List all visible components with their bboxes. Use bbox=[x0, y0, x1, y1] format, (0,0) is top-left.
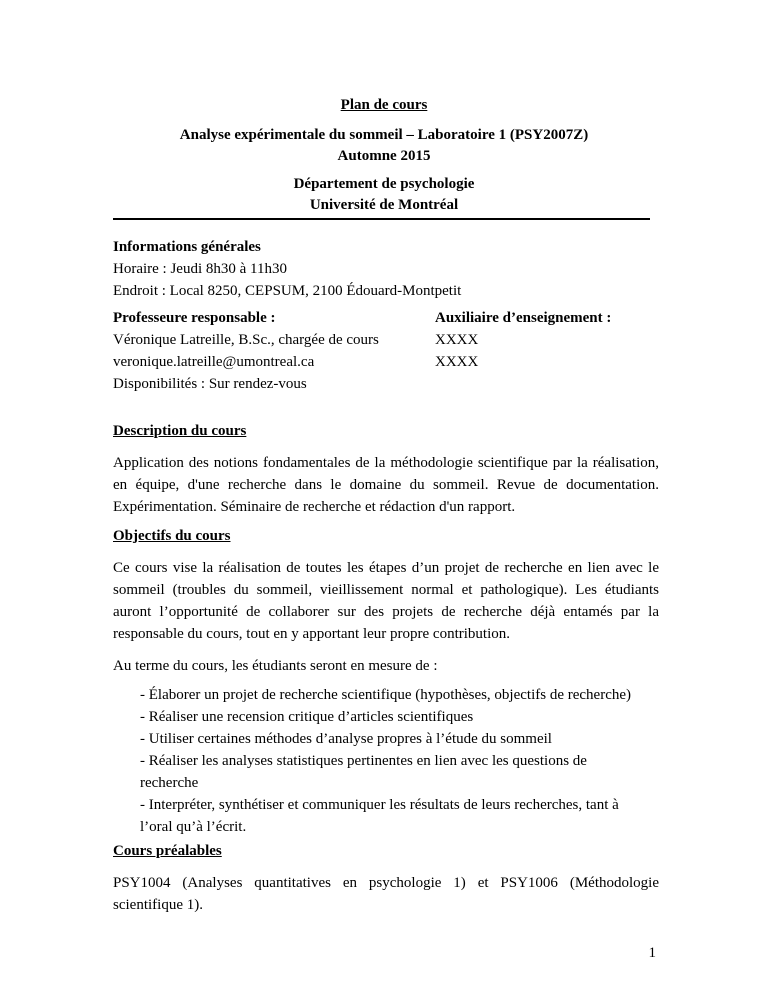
course-term: Automne 2015 bbox=[337, 148, 431, 164]
list-item: - Interpréter, synthétiser et communiquer les résultats de leurs recherches, tant à l’oral qu’à l’écrit. bbox=[140, 797, 619, 835]
description-heading: Description du cours bbox=[113, 423, 247, 439]
list-item: - Élaborer un projet de recherche scientifique (hypothèses, objectifs de recherche) bbox=[140, 687, 632, 703]
schedule-text: Horaire : Jeudi 8h30 à 11h30 bbox=[113, 261, 287, 277]
list-item: - Réaliser les analyses statistiques pertinentes en lien avec les questions de recherche bbox=[140, 753, 587, 791]
professor-name: Véronique Latreille, B.Sc., chargée de cours bbox=[113, 332, 379, 348]
list-item: - Réaliser une recension critique d’articles scientifiques bbox=[140, 709, 474, 725]
objectives-list bbox=[140, 684, 640, 838]
header-divider bbox=[113, 218, 650, 220]
university-name: Université de Montréal bbox=[309, 197, 459, 213]
objectives-heading: Objectifs du cours bbox=[113, 528, 231, 544]
objectives-intro: Au terme du cours, les étudiants seront en mesure de : bbox=[113, 658, 438, 674]
professor-availability: Disponibilités : Sur rendez-vous bbox=[113, 376, 307, 392]
list-item: - Utiliser certaines méthodes d’analyse propres à l’étude du sommeil bbox=[140, 731, 552, 747]
assistant-line-2: XXXX bbox=[435, 354, 479, 370]
prerequisites-section bbox=[113, 840, 659, 916]
objectives-section bbox=[113, 525, 659, 677]
professor-heading: Professeure responsable : bbox=[113, 310, 276, 326]
assistant-section bbox=[435, 307, 611, 373]
professor-section bbox=[113, 307, 423, 395]
prerequisites-text: PSY1004 (Analyses quantitatives en psychologie 1) et PSY1006 (Méthodologie scientifique 1). bbox=[113, 875, 659, 913]
page-number: 1 bbox=[648, 945, 656, 961]
assistant-heading: Auxiliaire d’enseignement : bbox=[435, 310, 612, 326]
description-section bbox=[113, 420, 659, 518]
document-title: Plan de cours bbox=[340, 97, 428, 113]
course-title: Analyse expérimentale du sommeil – Laboratoire 1 (PSY2007Z) bbox=[179, 127, 589, 143]
description-text: Application des notions fondamentales de la méthodologie scientifique par la réalisation, en équipe, d'une recherche dans le domaine du sommeil. Revue de documentation. Expérimentation. Séminaire de recherche et rédaction d'un rapport. bbox=[113, 455, 659, 515]
general-info-heading: Informations générales bbox=[113, 239, 261, 255]
department-name: Département de psychologie bbox=[293, 176, 475, 192]
prerequisites-heading: Cours préalables bbox=[113, 843, 222, 859]
objectives-text: Ce cours vise la réalisation de toutes les étapes d’un projet de recherche en lien avec le sommeil (troubles du sommeil, vieillissement normal et pathologique). Les étudiants auront l’opportunité de collaborer sur des projets de recherche déjà entamés par la responsable du cours, tout en y apportant leur propre contribution. bbox=[113, 560, 659, 642]
general-info-section bbox=[113, 236, 659, 302]
assistant-line-1: XXXX bbox=[435, 332, 479, 348]
professor-email: veronique.latreille@umontreal.ca bbox=[113, 354, 315, 370]
location-text: Endroit : Local 8250, CEPSUM, 2100 Édouard-Montpetit bbox=[113, 283, 462, 299]
